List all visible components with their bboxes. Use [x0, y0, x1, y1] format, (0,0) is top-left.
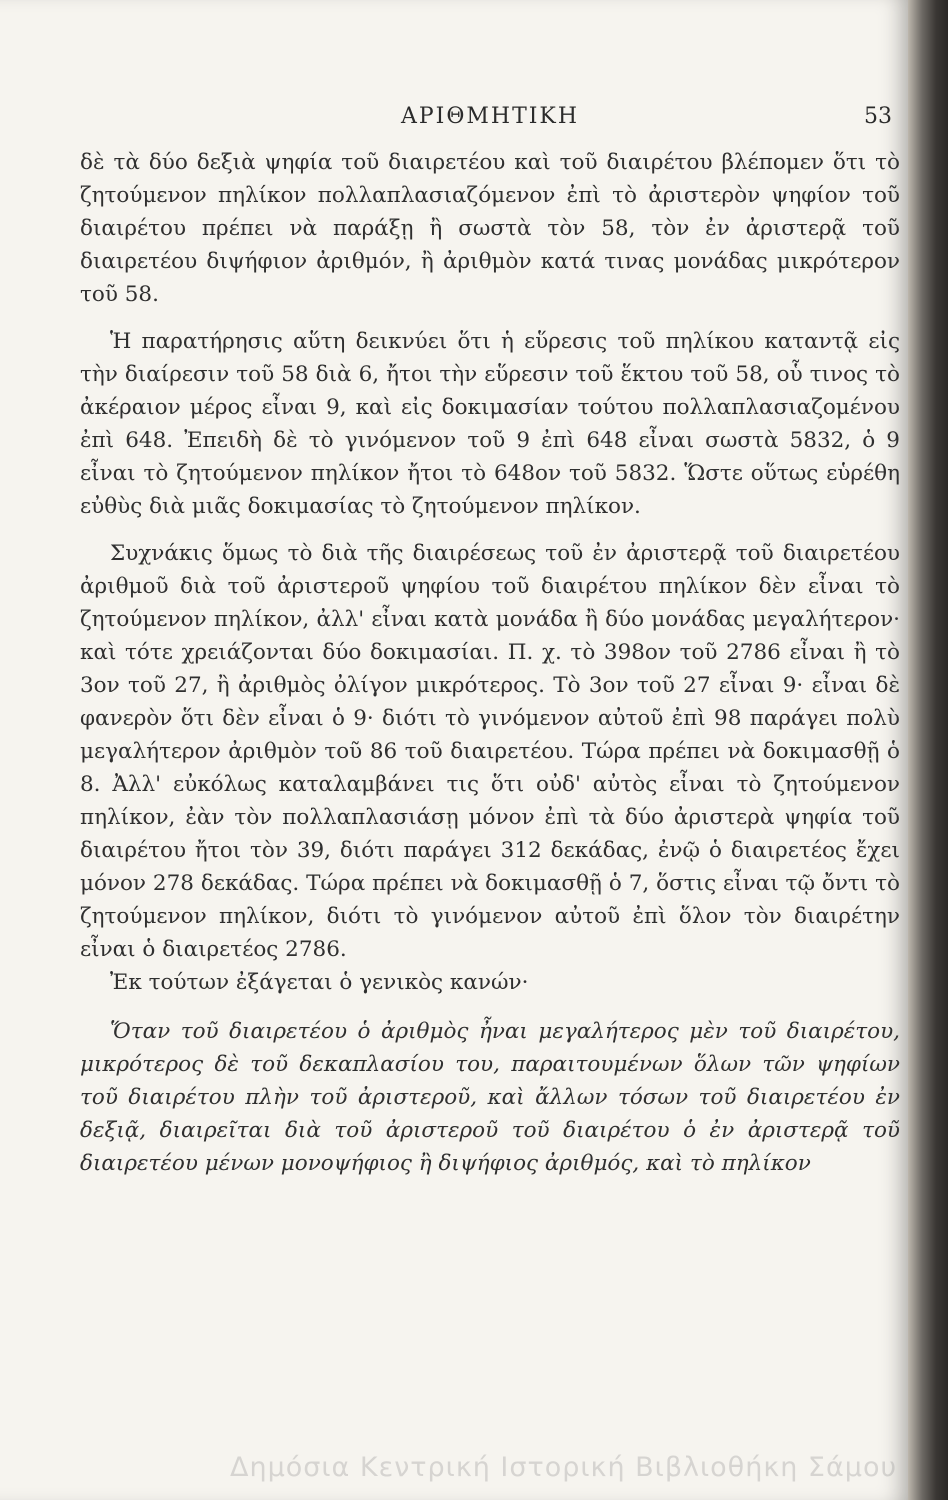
page-edge-shadow — [908, 0, 948, 1500]
page-number: 53 — [864, 104, 892, 129]
paragraph-rule: Ὅταν τοῦ διαιρετέου ὁ ἀριθμὸς ἦναι μεγαλήτερος μὲν τοῦ διαιρέτου, μικρότερος δὲ τοῦ δεκαπλασίου του, παραιτουμένων ὅλων τῶν ψηφίων τοῦ διαιρέτου πλὴν τοῦ ἀριστεροῦ, καὶ ἄλλων τόσων τοῦ διαιρετέου ἐν δεξιᾷ, διαιρεῖται διὰ τοῦ ἀριστεροῦ τοῦ διαιρέτου ὁ ἐν ἀριστερᾷ τοῦ διαιρετέου μένων μονοψήφιος ἢ διψήφιος ἀριθμός, καὶ τὸ πηλίκον — [80, 1019, 900, 1176]
paragraph-2: Ἡ παρατήρησις αὕτη δεικνύει ὅτι ἡ εὕρεσις τοῦ πηλίκου καταντᾷ εἰς τὴν διαίρεσιν τοῦ 58 διὰ 6, ἤτοι τὴν εὕρεσιν τοῦ ἕκτου τοῦ 58, οὗ τινος τὸ ἀκέραιον μέρος εἶναι 9, καὶ εἰς δοκιμασίαν τούτου πολλαπλασιαζομένου ἐπὶ 648. Ἐπειδὴ δὲ τὸ γινόμενον τοῦ 9 ἐπὶ 648 εἶναι σωστὰ 5832, ὁ 9 εἶναι τὸ ζητούμενον πηλίκον ἤτοι τὸ 648ον τοῦ 5832. Ὥστε οὕτως εὑρέθη εὐθὺς διὰ μιᾶς δοκιμασίας τὸ ζητούμενον πηλίκον. — [80, 329, 900, 519]
paragraph-1: δὲ τὰ δύο δεξιὰ ψηφία τοῦ διαιρετέου καὶ τοῦ διαιρέτου βλέπομεν ὅτι τὸ ζητούμενον πηλίκον πολλαπλασιαζόμενον ἐπὶ τὸ ἀριστερὸν ψηφίον τοῦ διαιρέτου πρέπει νὰ παράξῃ ἢ σωστὰ τὸν 58, τὸν ἐν ἀριστερᾷ τοῦ διαιρετέου διψήφιον ἀριθμόν, ἢ ἀριθμὸν κατά τινας μονάδας μικρότερον τοῦ 58. — [80, 150, 900, 307]
page-header — [80, 104, 900, 144]
library-watermark: Δημόσια Κεντρική Ιστορική Βιβλιοθήκη Σάμου — [230, 1452, 898, 1483]
page-body — [80, 146, 900, 1180]
paragraph-3: Συχνάκις ὅμως τὸ διὰ τῆς διαιρέσεως τοῦ ἐν ἀριστερᾷ τοῦ διαιρετέου ἀριθμοῦ διὰ τοῦ ἀριστεροῦ ψηφίου τοῦ διαιρέτου πηλίκον δὲν εἶναι τὸ ζητούμενον πηλίκον, ἀλλ' εἶναι κατὰ μονάδα ἢ δύο μονάδας μεγαλήτερον· καὶ τότε χρειάζονται δύο δοκιμασίαι. Π. χ. τὸ 398ον τοῦ 2786 εἶναι ἢ τὸ 3ον τοῦ 27, ἢ ἀριθμὸς ὀλίγον μικρότερος. Τὸ 3ον τοῦ 27 εἶναι 9· εἶναι δὲ φανερὸν ὅτι δὲν εἶναι ὁ 9· διότι τὸ γινόμενον αὐτοῦ ἐπὶ 98 παράγει πολὺ μεγαλήτερον ἀριθμὸν τοῦ 86 τοῦ διαιρετέου. Τώρα πρέπει νὰ δοκιμασθῇ ὁ 8. Ἀλλ' εὐκόλως καταλαμβάνει τις ὅτι οὐδ' αὐτὸς εἶναι τὸ ζητούμενον πηλίκον, ἐὰν τὸν πολλαπλασιάσῃ μόνον ἐπὶ τὰ δύο ἀριστερὰ ψηφία τοῦ διαιρέτου ἤτοι τὸν 39, διότι παράγει 312 δεκάδας, ἐνῷ ὁ διαιρετέος ἔχει μόνον 278 δεκάδας. Τώρα πρέπει νὰ δοκιμασθῇ ὁ 7, ὅστις εἶναι τῷ ὄντι τὸ ζητούμενον πηλίκον, διότι τὸ γινόμενον αὐτοῦ ἐπὶ ὅλον τὸν διαιρέτην εἶναι ὁ διαιρετέος 2786. — [80, 541, 900, 962]
paragraph-rule-intro: Ἐκ τούτων ἐξάγεται ὁ γενικὸς κανών· — [110, 970, 529, 995]
running-title: ΑΡΙΘΜΗΤΙΚΗ — [400, 104, 580, 129]
